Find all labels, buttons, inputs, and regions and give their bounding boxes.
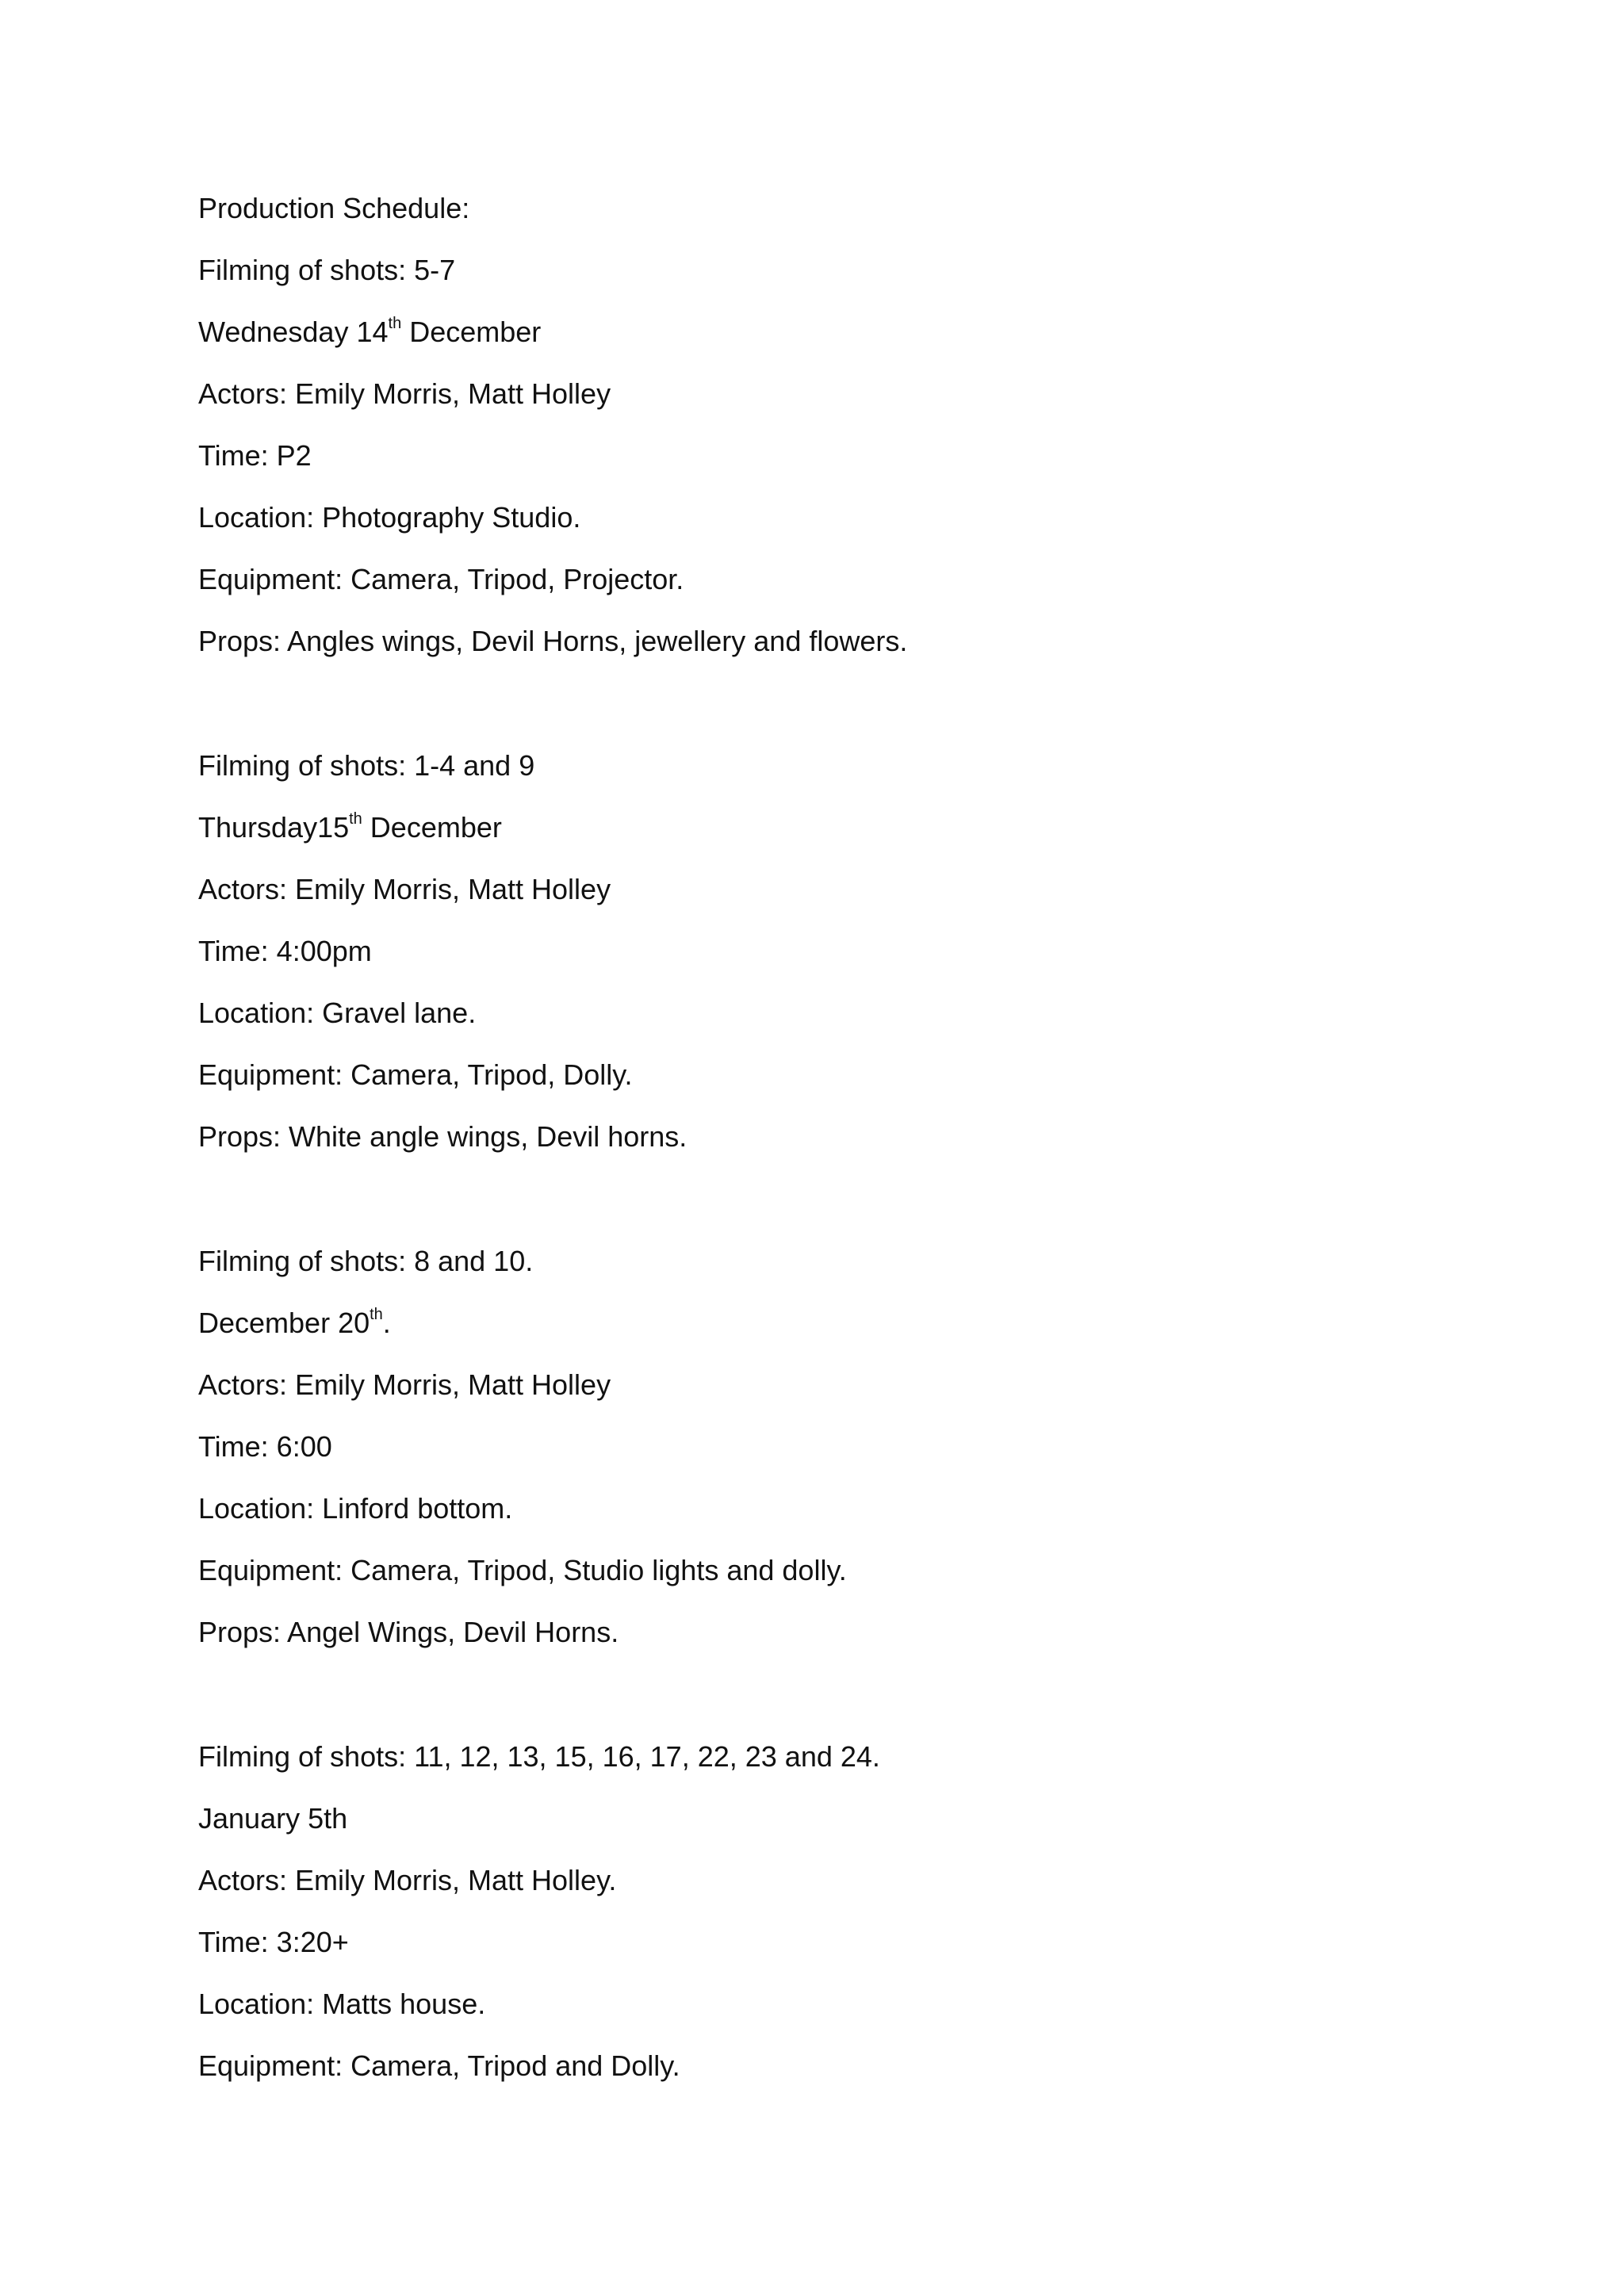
entry-date-suffix: December <box>401 316 542 348</box>
entry-date <box>198 812 1546 844</box>
schedule-entry-4 <box>198 1741 1546 2082</box>
entry-shots: Filming of shots: 11, 12, 13, 15, 16, 17, 22, 23 and 24. <box>198 1740 880 1773</box>
block-spacer <box>198 1678 1546 1741</box>
entry-date-suffix-sup: th <box>370 1306 383 1323</box>
entry-date <box>198 316 1546 348</box>
entry-time: Time: 6:00 <box>198 1430 332 1463</box>
entry-props: Props: White angle wings, Devil horns. <box>198 1120 688 1153</box>
document-page <box>198 193 1546 2112</box>
entry-date-suffix: December <box>362 811 502 844</box>
entry-date-prefix: December 20 <box>198 1307 370 1339</box>
block-spacer <box>198 687 1546 750</box>
entry-location: Location: Matts house. <box>198 1988 486 2020</box>
entry-date-prefix: Thursday15 <box>198 811 350 844</box>
entry-time: Time: P2 <box>198 439 312 472</box>
entry-date-suffix-sup: th <box>388 315 402 332</box>
entry-equipment: Equipment: Camera, Tripod, Projector. <box>198 563 684 595</box>
entry-time: Time: 4:00pm <box>198 935 372 967</box>
entry-date <box>198 1307 1546 1339</box>
entry-location: Location: Linford bottom. <box>198 1492 513 1525</box>
entry-location: Location: Photography Studio. <box>198 501 581 534</box>
entry-date-suffix-sup: th <box>349 810 362 828</box>
entry-shots: Filming of shots: 8 and 10. <box>198 1245 534 1277</box>
entry-actors: Actors: Emily Morris, Matt Holley <box>198 873 611 905</box>
entry-equipment: Equipment: Camera, Tripod and Dolly. <box>198 2049 680 2082</box>
entry-shots: Filming of shots: 5-7 <box>198 254 456 286</box>
entry-actors: Actors: Emily Morris, Matt Holley <box>198 377 611 410</box>
entry-props: Props: Angel Wings, Devil Horns. <box>198 1616 619 1648</box>
entry-date-suffix: . <box>382 1307 391 1339</box>
entry-location: Location: Gravel lane. <box>198 997 477 1029</box>
entry-equipment: Equipment: Camera, Tripod, Dolly. <box>198 1058 633 1091</box>
entry-date-prefix: Wednesday 14 <box>198 316 389 348</box>
entry-equipment: Equipment: Camera, Tripod, Studio lights and dolly. <box>198 1554 847 1586</box>
entry-actors: Actors: Emily Morris, Matt Holley. <box>198 1864 617 1896</box>
entry-time: Time: 3:20+ <box>198 1926 349 1958</box>
schedule-entry-3 <box>198 1246 1546 1648</box>
entry-date: January 5th <box>198 1802 348 1835</box>
entry-props: Props: Angles wings, Devil Horns, jewellery and flowers. <box>198 625 908 657</box>
document-title: Production Schedule: <box>198 192 470 224</box>
entry-actors: Actors: Emily Morris, Matt Holley <box>198 1368 611 1401</box>
block-spacer <box>198 1183 1546 1246</box>
schedule-entry-1 <box>198 254 1546 657</box>
entry-shots: Filming of shots: 1-4 and 9 <box>198 749 535 782</box>
schedule-entry-2 <box>198 750 1546 1153</box>
